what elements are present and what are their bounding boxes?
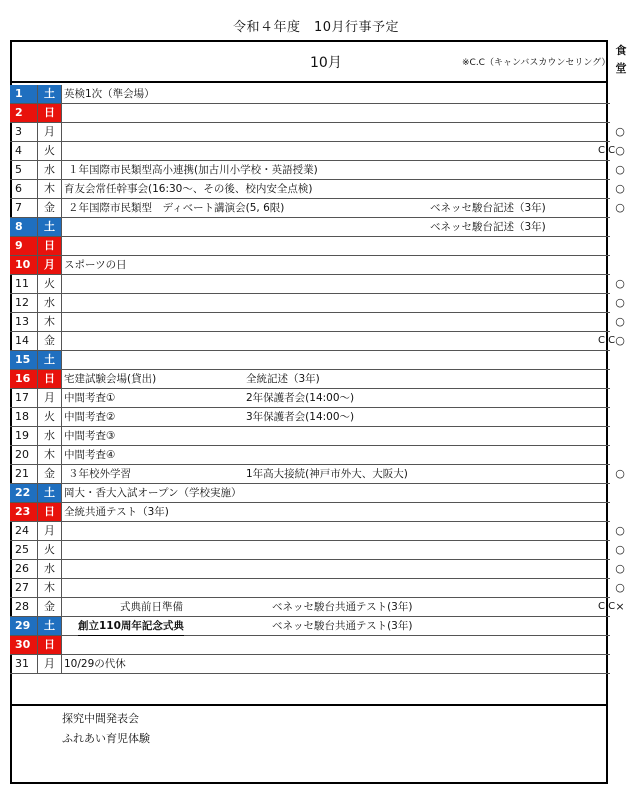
schedule-row [10, 579, 625, 598]
event-text: 中間考査② [64, 411, 116, 423]
event-text: 全統共通テスト（3年) [64, 506, 169, 518]
day-number: 19 [10, 427, 38, 445]
schedule-row [10, 199, 625, 218]
note-item: ふれあい育児体験 [62, 732, 150, 745]
event-text: ２年国際市民類型 ディベート講演会(5, 6限) [68, 202, 285, 214]
schedule-row [10, 522, 625, 541]
event-text: 式典前日準備 [120, 601, 183, 613]
weekday: 土 [38, 617, 62, 635]
canteen-mark: ○ [615, 296, 625, 309]
day-number: 22 [10, 484, 38, 502]
day-number: 6 [10, 180, 38, 198]
weekday: 木 [38, 446, 62, 464]
weekday: 水 [38, 427, 62, 445]
canteen-mark: ○ [615, 277, 625, 290]
schedule-row [10, 541, 625, 560]
schedule-row [10, 446, 610, 465]
weekday: 月 [38, 389, 62, 407]
event-text: 1年高大接続(神戸市外大、大阪大) [246, 468, 408, 480]
schedule-row [10, 142, 625, 161]
weekday: 火 [38, 142, 62, 160]
weekday: 金 [38, 598, 62, 616]
day-number: 31 [10, 655, 38, 673]
day-number: 3 [10, 123, 38, 141]
schedule-row [10, 123, 625, 142]
canteen-mark: ○ [615, 524, 625, 537]
schedule-row [10, 332, 625, 351]
month-header [10, 40, 611, 83]
canteen-mark: ○ [615, 125, 625, 138]
schedule-row [10, 560, 625, 579]
weekday: 木 [38, 579, 62, 597]
schedule-row [10, 313, 625, 332]
weekday: 木 [38, 180, 62, 198]
day-number: 2 [10, 104, 38, 122]
day-number: 29 [10, 617, 38, 635]
canteen-mark: ○ [615, 562, 625, 575]
event-text: 中間考査④ [64, 449, 116, 461]
schedule-rows [10, 85, 625, 674]
event-text: 創立110周年記念式典 [78, 617, 184, 636]
cc-marker: C.C [598, 335, 616, 346]
day-number: 14 [10, 332, 38, 350]
schedule-row [10, 503, 610, 522]
schedule-row [10, 389, 610, 408]
event-text: 中間考査③ [64, 430, 116, 442]
canteen-mark: ○ [615, 201, 625, 214]
schedule-row [10, 598, 625, 617]
day-number: 24 [10, 522, 38, 540]
day-number: 11 [10, 275, 38, 293]
event-text: 岡大・香大入試オープン（学校実施） [64, 487, 242, 499]
weekday: 月 [38, 256, 62, 274]
event-text: 10/29の代休 [64, 658, 126, 670]
month-label: 10月 [310, 55, 342, 71]
schedule-row [10, 218, 610, 237]
schedule-row [10, 256, 610, 275]
notes-section [10, 704, 608, 784]
weekday: 土 [38, 85, 62, 103]
schedule-row [10, 180, 625, 199]
event-text: 3年保護者会(14:00～) [246, 411, 355, 423]
event-text: スポーツの日 [64, 259, 127, 271]
event-text: ３年校外学習 [68, 468, 131, 480]
day-number: 26 [10, 560, 38, 578]
schedule-row [10, 484, 610, 503]
day-number: 8 [10, 218, 38, 236]
day-number: 21 [10, 465, 38, 483]
day-number: 28 [10, 598, 38, 616]
weekday: 金 [38, 199, 62, 217]
weekday: 日 [38, 636, 62, 654]
weekday: 金 [38, 465, 62, 483]
weekday: 日 [38, 104, 62, 122]
cc-marker: C.C [598, 601, 616, 612]
canteen-mark: ○ [615, 467, 625, 480]
event-text: ベネッセ駿台記述（3年) [430, 221, 546, 233]
day-number: 20 [10, 446, 38, 464]
schedule-row [10, 104, 610, 123]
weekday: 土 [38, 351, 62, 369]
schedule-row [10, 351, 610, 370]
canteen-mark: ○ [615, 182, 625, 195]
event-text: 中間考査① [64, 392, 116, 404]
schedule-row [10, 427, 610, 446]
canteen-mark: × [615, 600, 625, 613]
schedule-row [10, 294, 625, 313]
day-number: 1 [10, 85, 38, 103]
event-text: 2年保護者会(14:00～) [246, 392, 355, 404]
weekday: 火 [38, 408, 62, 426]
event-text: 全統記述（3年) [246, 373, 320, 385]
event-text: 育友会常任幹事会(16:30～、その後、校内安全点検) [64, 183, 313, 195]
day-number: 12 [10, 294, 38, 312]
canteen-mark: ○ [615, 315, 625, 328]
schedule-row [10, 237, 610, 256]
schedule-row [10, 161, 625, 180]
day-number: 5 [10, 161, 38, 179]
day-number: 25 [10, 541, 38, 559]
cc-note: ※C.C（キャンバスカウンセリング） [462, 58, 611, 68]
event-text: ベネッセ駿台共通テスト(3年) [272, 601, 413, 613]
schedule-row [10, 655, 610, 674]
weekday: 金 [38, 332, 62, 350]
weekday: 水 [38, 294, 62, 312]
note-item: 探究中間発表会 [62, 712, 139, 725]
schedule-row [10, 617, 610, 636]
weekday: 月 [38, 522, 62, 540]
canteen-mark: ○ [615, 581, 625, 594]
schedule-row [10, 636, 610, 655]
weekday: 土 [38, 484, 62, 502]
canteen-mark: ○ [615, 334, 625, 347]
weekday: 木 [38, 313, 62, 331]
cc-marker: C.C [598, 145, 616, 156]
event-text: 英検1次（準会場） [64, 88, 155, 100]
canteen-mark: ○ [615, 543, 625, 556]
day-number: 15 [10, 351, 38, 369]
day-number: 17 [10, 389, 38, 407]
weekday: 水 [38, 161, 62, 179]
day-number: 18 [10, 408, 38, 426]
day-number: 27 [10, 579, 38, 597]
weekday: 月 [38, 123, 62, 141]
day-number: 9 [10, 237, 38, 255]
day-number: 16 [10, 370, 38, 388]
weekday: 水 [38, 560, 62, 578]
event-text: １年国際市民類型高小連携(加古川小学校・英語授業) [68, 164, 318, 176]
event-text: ベネッセ駿台記述（3年) [430, 202, 546, 214]
weekday: 月 [38, 655, 62, 673]
event-text: ベネッセ駿台共通テスト(3年) [272, 620, 413, 632]
day-number: 10 [10, 256, 38, 274]
weekday: 火 [38, 275, 62, 293]
schedule-row [10, 408, 610, 427]
day-number: 13 [10, 313, 38, 331]
weekday: 火 [38, 541, 62, 559]
schedule-row [10, 85, 610, 104]
canteen-column-label: 食堂 [615, 44, 627, 75]
day-number: 7 [10, 199, 38, 217]
day-number: 30 [10, 636, 38, 654]
canteen-mark: ○ [615, 144, 625, 157]
schedule-row [10, 465, 625, 484]
weekday: 日 [38, 503, 62, 521]
day-number: 4 [10, 142, 38, 160]
day-number: 23 [10, 503, 38, 521]
weekday: 日 [38, 237, 62, 255]
canteen-mark: ○ [615, 163, 625, 176]
schedule-row [10, 275, 625, 294]
event-text: 宅建試験会場(貸出) [64, 373, 157, 385]
page-title: 令和４年度 10月行事予定 [232, 20, 400, 35]
schedule-row [10, 370, 610, 389]
weekday: 日 [38, 370, 62, 388]
weekday: 土 [38, 218, 62, 236]
